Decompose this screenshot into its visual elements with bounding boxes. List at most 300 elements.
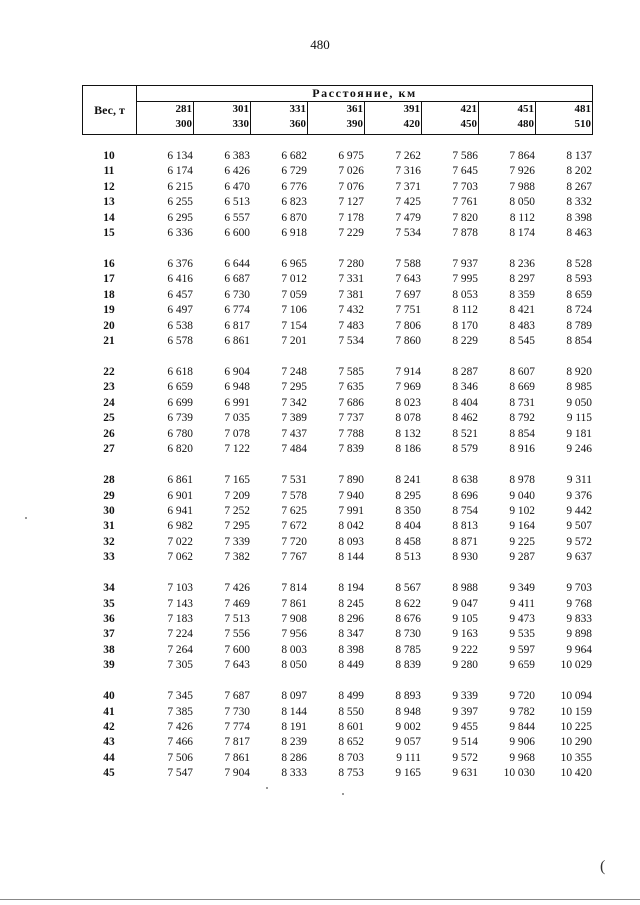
page-edge-line <box>0 899 640 900</box>
range-to: 510 <box>574 118 591 130</box>
table-row <box>82 380 592 395</box>
value-cell: 8 528 <box>566 258 592 271</box>
value-cell: 8 267 <box>566 180 592 193</box>
weight-cell: 39 <box>103 659 115 672</box>
weight-cell: 12 <box>103 180 115 193</box>
value-cell: 7 547 <box>167 767 193 780</box>
value-cell: 9 047 <box>452 597 478 610</box>
range-to: 330 <box>232 118 249 130</box>
value-cell: 10 290 <box>560 736 592 749</box>
value-cell: 7 154 <box>281 319 307 332</box>
value-cell: 6 729 <box>281 165 307 178</box>
value-cell: 8 137 <box>566 150 592 162</box>
value-cell: 8 286 <box>281 751 307 764</box>
weight-cell: 20 <box>103 319 115 332</box>
value-cell: 7 586 <box>452 150 478 162</box>
value-cell: 8 350 <box>395 504 421 517</box>
value-cell: 7 103 <box>167 582 193 595</box>
value-cell: 6 497 <box>167 304 193 317</box>
value-cell: 9 002 <box>395 720 421 733</box>
weight-cell: 21 <box>103 335 115 348</box>
value-cell: 9 181 <box>566 427 592 440</box>
value-cell: 7 389 <box>281 412 307 425</box>
value-cell: 10 225 <box>560 720 592 733</box>
value-cell: 9 964 <box>566 643 592 656</box>
value-cell: 9 507 <box>566 520 592 533</box>
value-cell: 9 637 <box>566 551 592 564</box>
value-cell: 8 652 <box>338 736 364 749</box>
value-cell: 9 246 <box>566 443 592 456</box>
value-cell: 7 178 <box>338 211 364 224</box>
weight-cell: 35 <box>103 597 115 610</box>
value-cell: 7 864 <box>509 150 535 162</box>
value-cell: 6 699 <box>167 396 193 409</box>
value-cell: 7 774 <box>224 720 250 733</box>
value-cell: 9 782 <box>509 705 535 718</box>
value-cell: 8 513 <box>395 551 421 564</box>
value-cell: 9 411 <box>509 597 535 610</box>
value-cell: 8 398 <box>338 643 364 656</box>
range-from: 481 <box>574 103 591 115</box>
value-cell: 7 817 <box>224 736 250 749</box>
value-cell: 9 311 <box>566 474 592 487</box>
value-cell: 8 521 <box>452 427 478 440</box>
value-cell: 6 820 <box>167 443 193 456</box>
value-cell: 6 739 <box>167 412 193 425</box>
value-cell: 6 861 <box>224 335 250 348</box>
value-cell: 8 132 <box>395 427 421 440</box>
value-cell: 7 643 <box>395 273 421 286</box>
value-cell: 8 854 <box>509 427 535 440</box>
value-cell: 7 026 <box>338 165 364 178</box>
value-cell: 8 112 <box>452 304 478 317</box>
value-cell: 7 229 <box>338 227 364 240</box>
value-cell: 7 556 <box>224 628 250 641</box>
value-cell: 7 469 <box>224 597 250 610</box>
table-row <box>82 705 592 720</box>
value-cell: 9 659 <box>509 659 535 672</box>
value-cell: 6 776 <box>281 180 307 193</box>
value-cell: 8 174 <box>509 227 535 240</box>
value-cell: 7 839 <box>338 443 364 456</box>
value-cell: 7 209 <box>224 489 250 502</box>
value-cell: 8 287 <box>452 366 478 379</box>
value-cell: 6 295 <box>167 211 193 224</box>
value-cell: 6 941 <box>167 504 193 517</box>
value-cell: 7 143 <box>167 597 193 610</box>
weight-cell: 15 <box>103 227 115 240</box>
value-cell: 7 437 <box>281 427 307 440</box>
value-cell: 8 893 <box>395 690 421 703</box>
value-cell: 7 106 <box>281 304 307 317</box>
value-cell: 6 870 <box>281 211 307 224</box>
value-cell: 8 789 <box>566 319 592 332</box>
value-cell: 8 236 <box>509 258 535 271</box>
value-cell: 9 105 <box>452 612 478 625</box>
value-cell: 7 531 <box>281 474 307 487</box>
value-cell: 7 969 <box>395 381 421 394</box>
table-row <box>82 288 592 303</box>
value-cell: 7 767 <box>281 551 307 564</box>
value-cell: 7 426 <box>167 720 193 733</box>
value-cell: 9 768 <box>566 597 592 610</box>
value-cell: 6 618 <box>167 366 193 379</box>
value-cell: 7 578 <box>281 489 307 502</box>
value-cell: 7 264 <box>167 643 193 656</box>
value-cell: 9 165 <box>395 767 421 780</box>
value-cell: 7 425 <box>395 196 421 209</box>
weight-cell: 42 <box>103 720 115 733</box>
value-cell: 9 397 <box>452 705 478 718</box>
table-row <box>82 396 592 411</box>
value-cell: 6 823 <box>281 196 307 209</box>
value-cell: 7 059 <box>281 288 307 301</box>
value-cell: 7 720 <box>281 535 307 548</box>
value-cell: 8 297 <box>509 273 535 286</box>
value-cell: 9 163 <box>452 628 478 641</box>
value-cell: 7 625 <box>281 504 307 517</box>
range-from: 391 <box>403 103 420 115</box>
weight-cell: 27 <box>103 443 115 456</box>
weight-cell: 44 <box>103 751 115 764</box>
range-to: 300 <box>175 118 192 130</box>
table-row <box>82 658 592 673</box>
value-cell: 7 686 <box>338 396 364 409</box>
value-cell: 7 479 <box>395 211 421 224</box>
value-cell: 9 833 <box>566 612 592 625</box>
weight-cell: 41 <box>103 705 115 718</box>
table-row <box>82 334 592 349</box>
range-from: 451 <box>517 103 534 115</box>
value-cell: 7 426 <box>224 582 250 595</box>
value-cell: 8 985 <box>566 381 592 394</box>
value-cell: 7 432 <box>338 304 364 317</box>
value-cell: 9 115 <box>566 412 592 425</box>
table-row <box>82 180 592 195</box>
weight-cell: 40 <box>103 690 115 703</box>
value-cell: 7 940 <box>338 489 364 502</box>
scan-speck <box>342 793 344 795</box>
value-cell: 7 076 <box>338 180 364 193</box>
value-cell: 7 331 <box>338 273 364 286</box>
table-row <box>82 535 592 550</box>
value-cell: 7 345 <box>167 690 193 703</box>
table-row <box>82 272 592 287</box>
value-cell: 9 703 <box>566 582 592 595</box>
value-cell: 7 988 <box>509 180 535 193</box>
table-row <box>82 303 592 318</box>
value-cell: 7 534 <box>395 227 421 240</box>
value-cell: 7 466 <box>167 736 193 749</box>
value-cell: 8 093 <box>338 535 364 548</box>
value-cell: 7 295 <box>224 520 250 533</box>
value-cell: 6 975 <box>338 150 364 162</box>
table-row <box>82 597 592 612</box>
distance-ranges-row <box>83 102 593 135</box>
value-cell: 7 861 <box>224 751 250 764</box>
value-cell: 8 229 <box>452 335 478 348</box>
value-cell: 8 296 <box>338 612 364 625</box>
value-cell: 9 844 <box>509 720 535 733</box>
weight-cell: 28 <box>103 474 115 487</box>
value-cell: 7 820 <box>452 211 478 224</box>
value-cell: 6 687 <box>224 273 250 286</box>
weight-column-header: Вес, т <box>83 86 137 135</box>
value-cell: 7 926 <box>509 165 535 178</box>
value-cell: 9 597 <box>509 643 535 656</box>
value-cell: 8 097 <box>281 690 307 703</box>
value-cell: 7 316 <box>395 165 421 178</box>
weight-cell: 38 <box>103 643 115 656</box>
value-cell: 8 245 <box>338 597 364 610</box>
scan-speck <box>266 787 268 789</box>
value-cell: 8 854 <box>566 335 592 348</box>
value-cell: 9 280 <box>452 659 478 672</box>
value-cell: 8 359 <box>509 288 535 301</box>
value-cell: 7 643 <box>224 659 250 672</box>
group-spacer <box>82 566 592 581</box>
weight-cell: 30 <box>103 504 115 517</box>
value-cell: 8 730 <box>395 628 421 641</box>
value-cell: 8 186 <box>395 443 421 456</box>
weight-cell: 33 <box>103 551 115 564</box>
value-cell: 8 550 <box>338 705 364 718</box>
weight-cell: 10 <box>103 150 115 162</box>
value-cell: 8 346 <box>452 381 478 394</box>
weight-cell: 25 <box>103 412 115 425</box>
value-cell: 6 682 <box>281 150 307 162</box>
table-row <box>82 427 592 442</box>
value-cell: 8 003 <box>281 643 307 656</box>
value-cell: 8 404 <box>452 396 478 409</box>
group-spacer <box>82 350 592 365</box>
value-cell: 6 513 <box>224 196 250 209</box>
scan-speck <box>25 517 27 519</box>
table-row <box>82 319 592 334</box>
value-cell: 7 860 <box>395 335 421 348</box>
value-cell: 6 817 <box>224 319 250 332</box>
table-row <box>82 442 592 457</box>
value-cell: 8 593 <box>566 273 592 286</box>
value-cell: 8 659 <box>566 288 592 301</box>
distance-range-331-360 <box>251 102 308 135</box>
value-cell: 10 355 <box>560 751 592 764</box>
value-cell: 8 839 <box>395 659 421 672</box>
value-cell: 7 672 <box>281 520 307 533</box>
range-from: 301 <box>232 103 249 115</box>
value-cell: 8 333 <box>281 767 307 780</box>
value-cell: 6 215 <box>167 180 193 193</box>
value-cell: 8 731 <box>509 396 535 409</box>
margin-mark: ( <box>600 858 606 875</box>
value-cell: 8 144 <box>338 551 364 564</box>
value-cell: 8 930 <box>452 551 478 564</box>
value-cell: 6 470 <box>224 180 250 193</box>
table-row <box>82 581 592 596</box>
value-cell: 6 659 <box>167 381 193 394</box>
value-cell: 7 908 <box>281 612 307 625</box>
value-cell: 6 578 <box>167 335 193 348</box>
value-cell: 8 404 <box>395 520 421 533</box>
value-cell: 7 248 <box>281 366 307 379</box>
table-row <box>82 612 592 627</box>
value-cell: 8 601 <box>338 720 364 733</box>
value-cell: 7 588 <box>395 258 421 271</box>
value-cell: 7 201 <box>281 335 307 348</box>
weight-cell: 29 <box>103 489 115 502</box>
group-spacer <box>82 458 592 473</box>
value-cell: 7 280 <box>338 258 364 271</box>
value-cell: 7 339 <box>224 535 250 548</box>
table-row <box>82 689 592 704</box>
value-cell: 7 381 <box>338 288 364 301</box>
table-row <box>82 720 592 735</box>
value-cell: 7 371 <box>395 180 421 193</box>
weight-cell: 16 <box>103 258 115 271</box>
table-row <box>82 643 592 658</box>
value-cell: 6 376 <box>167 258 193 271</box>
value-cell: 6 904 <box>224 366 250 379</box>
value-cell: 9 631 <box>452 767 478 780</box>
table-body <box>82 149 592 782</box>
value-cell: 7 697 <box>395 288 421 301</box>
table-row <box>82 627 592 642</box>
weight-cell: 18 <box>103 288 115 301</box>
weight-cell: 23 <box>103 381 115 394</box>
value-cell: 9 287 <box>509 551 535 564</box>
value-cell: 8 753 <box>338 767 364 780</box>
value-cell: 8 754 <box>452 504 478 517</box>
value-cell: 8 449 <box>338 659 364 672</box>
value-cell: 7 122 <box>224 443 250 456</box>
value-cell: 8 332 <box>566 196 592 209</box>
table-row <box>82 766 592 781</box>
value-cell: 6 901 <box>167 489 193 502</box>
value-cell: 7 012 <box>281 273 307 286</box>
value-cell: 7 165 <box>224 474 250 487</box>
value-cell: 9 225 <box>509 535 535 548</box>
distance-range-481-510 <box>536 102 593 135</box>
value-cell: 7 295 <box>281 381 307 394</box>
value-cell: 8 241 <box>395 474 421 487</box>
value-cell: 8 398 <box>566 211 592 224</box>
value-cell: 8 703 <box>338 751 364 764</box>
value-cell: 7 788 <box>338 427 364 440</box>
value-cell: 8 988 <box>452 582 478 595</box>
table-row <box>82 226 592 241</box>
value-cell: 10 159 <box>560 705 592 718</box>
value-cell: 8 916 <box>509 443 535 456</box>
value-cell: 8 579 <box>452 443 478 456</box>
value-cell: 7 687 <box>224 690 250 703</box>
value-cell: 10 030 <box>503 767 535 780</box>
distance-range-301-330 <box>194 102 251 135</box>
table-row <box>82 365 592 380</box>
weight-cell: 43 <box>103 736 115 749</box>
value-cell: 8 545 <box>509 335 535 348</box>
tariff-table <box>82 85 592 782</box>
value-cell: 8 567 <box>395 582 421 595</box>
value-cell: 7 382 <box>224 551 250 564</box>
value-cell: 7 062 <box>167 551 193 564</box>
value-cell: 6 644 <box>224 258 250 271</box>
table-row <box>82 489 592 504</box>
value-cell: 6 948 <box>224 381 250 394</box>
value-cell: 6 538 <box>167 319 193 332</box>
value-cell: 7 534 <box>338 335 364 348</box>
value-cell: 7 878 <box>452 227 478 240</box>
value-cell: 6 918 <box>281 227 307 240</box>
value-cell: 7 890 <box>338 474 364 487</box>
value-cell: 6 557 <box>224 211 250 224</box>
value-cell: 6 965 <box>281 258 307 271</box>
value-cell: 7 183 <box>167 612 193 625</box>
distance-range-391-420 <box>365 102 422 135</box>
weight-cell: 22 <box>103 366 115 379</box>
value-cell: 9 968 <box>509 751 535 764</box>
value-cell: 8 194 <box>338 582 364 595</box>
value-cell: 8 170 <box>452 319 478 332</box>
value-cell: 9 572 <box>566 535 592 548</box>
range-to: 420 <box>403 118 420 130</box>
value-cell: 9 535 <box>509 628 535 641</box>
value-cell: 8 421 <box>509 304 535 317</box>
value-cell: 7 814 <box>281 582 307 595</box>
value-cell: 9 349 <box>509 582 535 595</box>
value-cell: 6 134 <box>167 150 193 162</box>
value-cell: 9 339 <box>452 690 478 703</box>
table-row <box>82 504 592 519</box>
range-to: 390 <box>346 118 363 130</box>
range-from: 361 <box>346 103 363 115</box>
weight-cell: 17 <box>103 273 115 286</box>
range-from: 331 <box>289 103 306 115</box>
value-cell: 8 871 <box>452 535 478 548</box>
value-cell: 8 696 <box>452 489 478 502</box>
value-cell: 7 342 <box>281 396 307 409</box>
value-cell: 7 078 <box>224 427 250 440</box>
page-number: 480 <box>310 37 330 52</box>
table-header <box>82 85 593 135</box>
value-cell: 8 792 <box>509 412 535 425</box>
value-cell: 9 473 <box>509 612 535 625</box>
range-from: 281 <box>175 103 192 115</box>
value-cell: 8 347 <box>338 628 364 641</box>
value-cell: 8 202 <box>566 165 592 178</box>
value-cell: 7 991 <box>338 504 364 517</box>
value-cell: 8 023 <box>395 396 421 409</box>
range-to: 360 <box>289 118 306 130</box>
value-cell: 7 914 <box>395 366 421 379</box>
value-cell: 8 483 <box>509 319 535 332</box>
value-cell: 10 420 <box>560 767 592 780</box>
value-cell: 7 635 <box>338 381 364 394</box>
value-cell: 6 336 <box>167 227 193 240</box>
value-cell: 7 956 <box>281 628 307 641</box>
value-cell: 8 948 <box>395 705 421 718</box>
value-cell: 7 904 <box>224 767 250 780</box>
value-cell: 8 463 <box>566 227 592 240</box>
weight-cell: 31 <box>103 520 115 533</box>
value-cell: 6 774 <box>224 304 250 317</box>
value-cell: 8 607 <box>509 366 535 379</box>
group-spacer <box>82 242 592 257</box>
value-cell: 8 458 <box>395 535 421 548</box>
distance-range-451-480 <box>479 102 536 135</box>
value-cell: 7 761 <box>452 196 478 209</box>
value-cell: 7 751 <box>395 304 421 317</box>
weight-cell: 32 <box>103 535 115 548</box>
